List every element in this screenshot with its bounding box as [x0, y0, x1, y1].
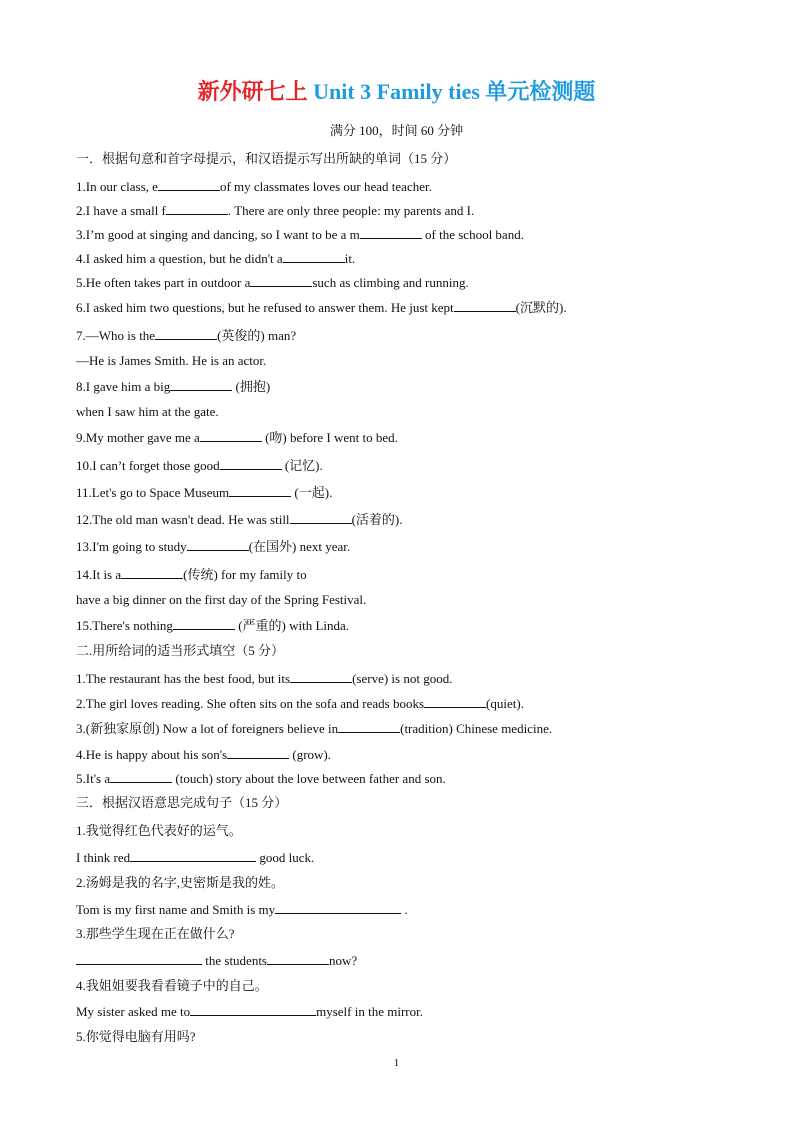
answer-blank[interactable] — [275, 900, 401, 914]
s1-question-13: 13.I'm going to study (在国外) next year. — [76, 539, 351, 554]
answer-blank[interactable] — [229, 483, 291, 497]
s3-question-3: the students now? — [76, 951, 357, 970]
s1-question-8-cont: when I saw him at the gate. — [76, 404, 219, 419]
answer-blank[interactable] — [290, 669, 352, 683]
s2-question-4: 4.He is happy about his son's (grow). — [76, 747, 332, 762]
s3-question-1-cn: 1.我觉得红色代表好的运气。 — [76, 823, 242, 838]
answer-blank[interactable] — [155, 326, 217, 340]
s3-question-2: Tom is my first name and Smith is my . — [76, 902, 408, 917]
s3-question-5-cn: 5.你觉得电脑有用吗? — [76, 1029, 196, 1044]
page-title — [0, 78, 793, 106]
s3-question-1: I think red good luck. — [76, 850, 315, 865]
s2-question-3: 3.(新独家原创) Now a lot of foreigners believe in (tradition) Chinese medicine. — [76, 721, 553, 736]
s2-question-2: 2.The girl loves reading. She often sits on the sofa and reads books (quiet). — [76, 696, 524, 711]
s1-question-15: 15.There's nothing (严重的) with Linda. — [76, 618, 350, 633]
title-part-unit: Unit 3 Family ties — [313, 79, 480, 104]
answer-blank[interactable] — [267, 951, 329, 965]
s1-question-7-reply: —He is James Smith. He is an actor. — [76, 353, 267, 368]
s1-question-9: 9.My mother gave me a (吻) before I went to bed. — [76, 430, 398, 445]
s3-question-4-cn: 4.我姐姐要我看看镜子中的自己。 — [76, 978, 268, 993]
answer-blank[interactable] — [110, 769, 172, 783]
answer-blank[interactable] — [250, 273, 312, 287]
s1-question-4: 4.I asked him a question, but he didn't a it. — [76, 251, 356, 266]
section-2-heading: 二.用所给词的适当形式填空（5 分） — [76, 643, 285, 658]
answer-blank[interactable] — [190, 1002, 316, 1016]
answer-blank[interactable] — [454, 298, 516, 312]
title-part-cn-1: 新外研七上 — [197, 79, 308, 104]
s1-question-10: 10.I can’t forget those good (记忆). — [76, 458, 323, 473]
answer-blank[interactable] — [130, 848, 256, 862]
page-number: 1 — [393, 1057, 400, 1069]
score-time-info: 满分 100，时间 60 分钟 — [329, 123, 464, 138]
title-part-cn-2: 单元检测题 — [485, 79, 596, 104]
answer-blank[interactable] — [220, 456, 282, 470]
answer-blank[interactable] — [76, 951, 202, 965]
s1-question-8: 8.I gave him a big (拥抱) — [76, 379, 271, 394]
s3-question-2-cn: 2.汤姆是我的名字,史密斯是我的姓。 — [76, 875, 285, 890]
s1-question-3: 3.I’m good at singing and dancing, so I want to be a m of the school band. — [76, 227, 524, 242]
section-3-heading: 三．根据汉语意思完成句子（15 分） — [76, 795, 288, 810]
s1-question-7: 7.—Who is the (英俊的) man? — [76, 328, 297, 343]
s2-question-1: 1.The restaurant has the best food, but its (serve) is not good. — [76, 671, 453, 686]
s2-question-5: 5.It's a (touch) story about the love between father and son. — [76, 771, 446, 786]
answer-blank[interactable] — [170, 377, 232, 391]
answer-blank[interactable] — [227, 745, 289, 759]
s3-question-4: My sister asked me to myself in the mirror. — [76, 1004, 423, 1019]
answer-blank[interactable] — [173, 616, 235, 630]
s1-question-1: 1.In our class, e of my classmates loves our head teacher. — [76, 179, 432, 194]
s1-question-12: 12.The old man wasn't dead. He was still (活着的). — [76, 512, 403, 527]
answer-blank[interactable] — [283, 249, 345, 263]
answer-blank[interactable] — [200, 428, 262, 442]
s1-question-14: 14.It is a (传统) for my family to — [76, 567, 307, 582]
s1-question-5: 5.He often takes part in outdoor a such as climbing and running. — [76, 275, 469, 290]
answer-blank[interactable] — [338, 719, 400, 733]
answer-blank[interactable] — [360, 225, 422, 239]
answer-blank[interactable] — [121, 565, 183, 579]
s1-question-14-cont: have a big dinner on the first day of the Spring Festival. — [76, 592, 367, 607]
s1-question-11: 11.Let's go to Space Museum (一起). — [76, 485, 333, 500]
section-1-heading: 一．根据句意和首字母提示，和汉语提示写出所缺的单词（15 分） — [76, 151, 457, 166]
answer-blank[interactable] — [158, 177, 220, 191]
s1-question-2: 2.I have a small f . There are only three people: my parents and I. — [76, 203, 475, 218]
answer-blank[interactable] — [290, 510, 352, 524]
answer-blank[interactable] — [166, 201, 228, 215]
s1-question-6: 6.I asked him two questions, but he refused to answer them. He just kept (沉默的). — [76, 300, 567, 315]
answer-blank[interactable] — [424, 694, 486, 708]
answer-blank[interactable] — [187, 537, 249, 551]
s3-question-3-cn: 3.那些学生现在正在做什么? — [76, 926, 235, 941]
